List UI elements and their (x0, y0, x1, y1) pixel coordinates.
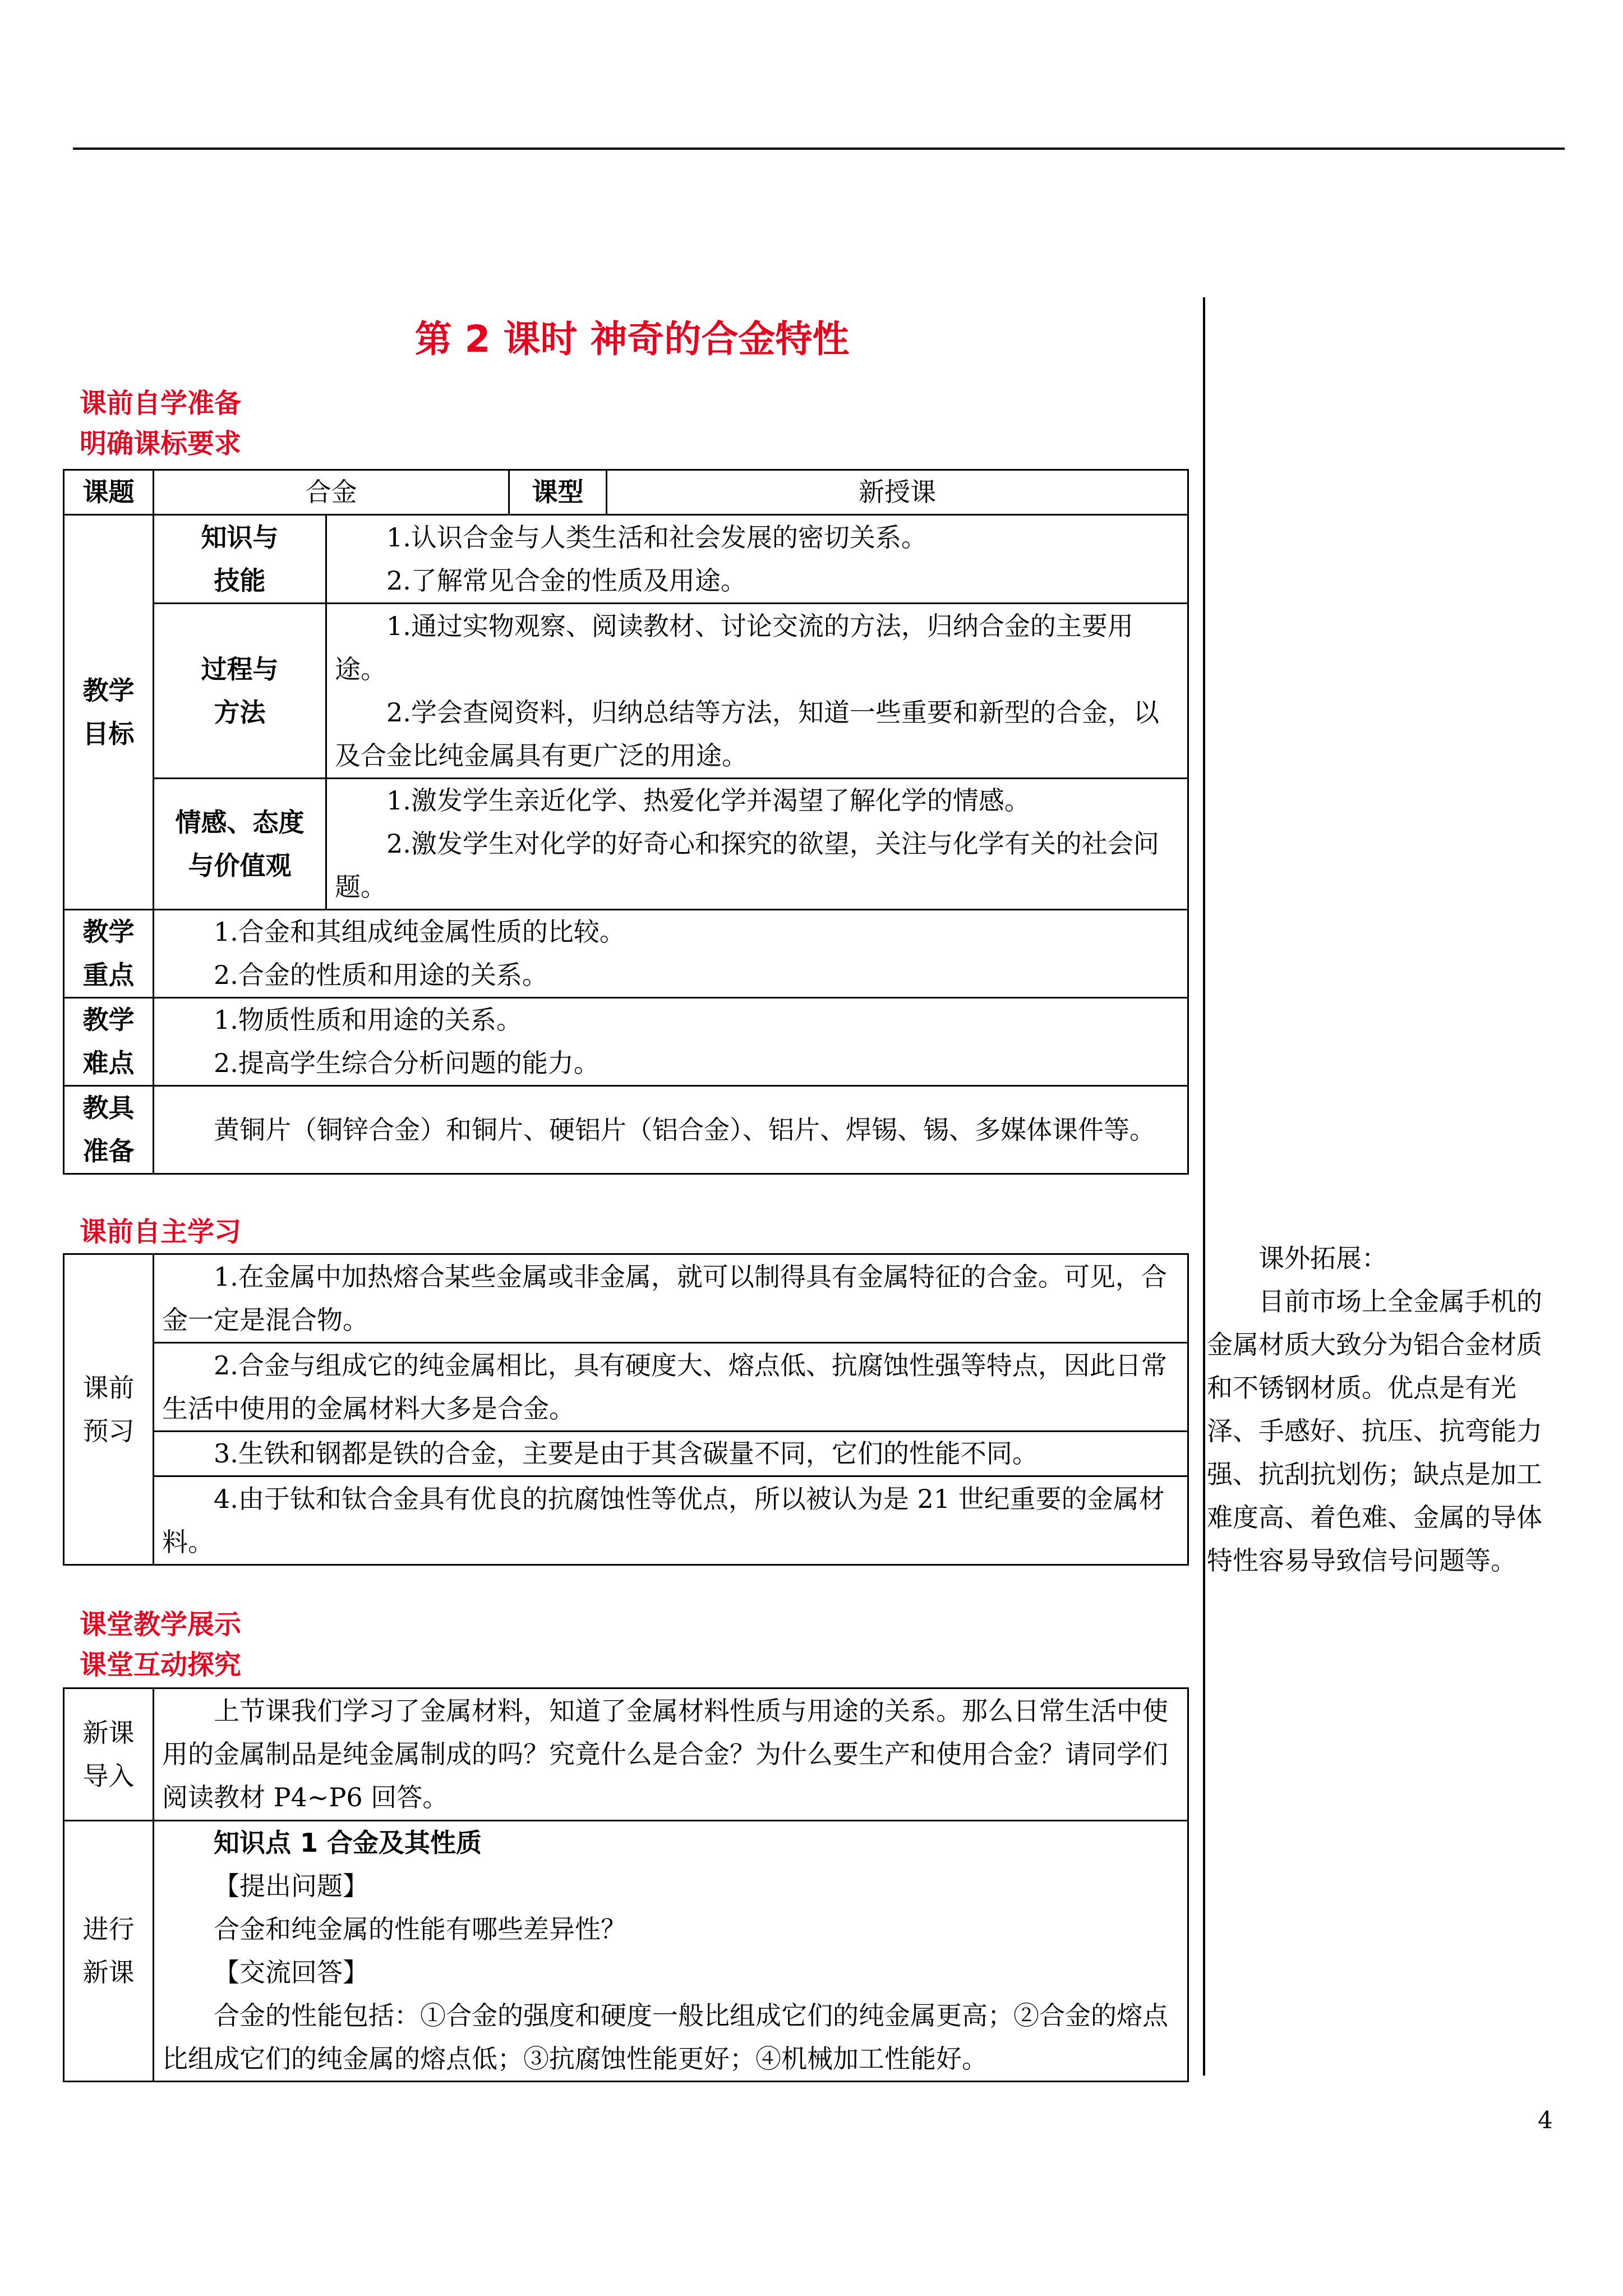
lesson-goals-table (63, 469, 1189, 1175)
extension-heading: 课外拓展： (1258, 1243, 1387, 1273)
preview-label: 课前预习 (64, 1254, 154, 1565)
goal-process-content (326, 604, 1188, 779)
preview-item (154, 1343, 1188, 1432)
goal-attitude-line: 1.激发学生亲近化学、热爱化学并渴望了解化学的情感。 (386, 785, 1030, 816)
knowledge-point-title: 知识点 1 合金及其性质 (214, 1828, 482, 1858)
preview-item-text: 3.生铁和钢都是铁的合金，主要是由于其含碳量不同，它们的性能不同。 (214, 1438, 1038, 1469)
answer-text: 合金的性能包括：①合金的强度和硬度一般比组成它们的纯金属更高；②合金的熔点比组成它们的纯金属的熔点低；③抗腐蚀性能更好；④机械加工性能好。 (162, 2000, 1168, 2074)
difficulty-label: 教学难点 (64, 998, 154, 1086)
intro-label: 新课导入 (64, 1688, 154, 1821)
section-heading-self-study: 课前自主学习 (80, 1216, 242, 1248)
goal-process-line: 2.学会查阅资料，归纳总结等方法，知道一些重要和新型的合金，以及合金比纯金属具有更广泛的用途。 (335, 697, 1159, 771)
margin-divider (1203, 297, 1205, 2076)
goal-process-label: 过程与方法 (154, 604, 326, 779)
section-heading-interactive: 课堂互动探究 (80, 1649, 242, 1681)
section-heading-standards: 明确课标要求 (80, 428, 242, 459)
preview-item-text: 4.由于钛和钛合金具有优良的抗腐蚀性等优点，所以被认为是 21 世纪重要的金属材料。 (162, 1483, 1165, 1557)
topic-header: 课题 (64, 470, 154, 515)
intro-text: 上节课我们学习了金属材料，知道了金属材料性质与用途的关系。那么日常生活中使用的金属制品是纯金属制成的吗？究竟什么是合金？为什么要生产和使用合金？请同学们阅读教材 P4~P6 回答。 (162, 1696, 1168, 1812)
preview-item-text: 1.在金属中加热熔合某些金属或非金属，就可以制得具有金属特征的合金。可见，合金一定是混合物。 (162, 1261, 1167, 1335)
topic-value: 合金 (154, 470, 509, 515)
tools-text: 黄铜片（铜锌合金）和铜片、硬铝片（铝合金）、铝片、焊锡、锡、多媒体课件等。 (214, 1114, 1155, 1145)
class-table (63, 1687, 1189, 2082)
key-points-label: 教学重点 (64, 910, 154, 998)
preview-table (63, 1253, 1189, 1566)
goal-attitude-line: 2.激发学生对化学的好奇心和探究的欲望，关注与化学有关的社会问题。 (335, 829, 1159, 902)
tools-label: 教具准备 (64, 1086, 154, 1174)
page-number: 4 (1538, 2106, 1553, 2134)
section-heading-prep: 课前自学准备 (80, 388, 242, 419)
question-heading: 【提出问题】 (214, 1871, 368, 1901)
goal-process-line: 1.通过实物观察、阅读教材、讨论交流的方法，归纳合金的主要用途。 (335, 610, 1133, 684)
type-value: 新授课 (607, 470, 1188, 515)
page-title: 第 2 课时 神奇的合金特性 (414, 318, 850, 361)
answer-heading: 【交流回答】 (214, 1957, 368, 1987)
preview-item-text: 2.合金与组成它的纯金属相比，具有硬度大、熔点低、抗腐蚀性强等特点，因此日常生活中使用的金属材料大多是合金。 (162, 1350, 1167, 1424)
goal-knowledge-line: 1.认识合金与人类生活和社会发展的密切关系。 (386, 522, 927, 553)
preview-item (154, 1254, 1188, 1343)
key-points-content (154, 910, 1188, 998)
goal-attitude-content (326, 779, 1188, 910)
header-rule (73, 148, 1565, 150)
preview-item (154, 1476, 1188, 1565)
tools-content (154, 1086, 1188, 1174)
new-lesson-content (154, 1821, 1188, 2082)
extension-body: 目前市场上全金属手机的金属材质大致分为铝合金材质和不锈钢材质。优点是有光泽、手感好、抗压、抗弯能力强、抗刮抗划伤；缺点是加工难度高、着色难、金属的导体特性容易导致信号问题等。 (1207, 1286, 1542, 1576)
difficulty-content (154, 998, 1188, 1086)
section-heading-class: 课堂教学展示 (80, 1609, 242, 1640)
goal-knowledge-label: 知识与技能 (154, 515, 326, 604)
difficulty-line: 2.提高学生综合分析问题的能力。 (214, 1048, 600, 1078)
intro-content (154, 1688, 1188, 1821)
key-point-line: 2.合金的性质和用途的关系。 (214, 960, 548, 990)
goal-attitude-label: 情感、态度与价值观 (154, 779, 326, 910)
goal-knowledge-line: 2.了解常见合金的性质及用途。 (386, 565, 746, 596)
teaching-goals-label: 教学目标 (64, 515, 154, 910)
preview-item (154, 1432, 1188, 1476)
new-lesson-label: 进行新课 (64, 1821, 154, 2082)
goal-knowledge-content (326, 515, 1188, 604)
key-point-line: 1.合金和其组成纯金属性质的比较。 (214, 917, 625, 947)
difficulty-line: 1.物质性质和用途的关系。 (214, 1005, 522, 1035)
type-header: 课型 (509, 470, 607, 515)
extension-note (1207, 1237, 1566, 1582)
question-text: 合金和纯金属的性能有哪些差异性？ (214, 1914, 626, 1944)
